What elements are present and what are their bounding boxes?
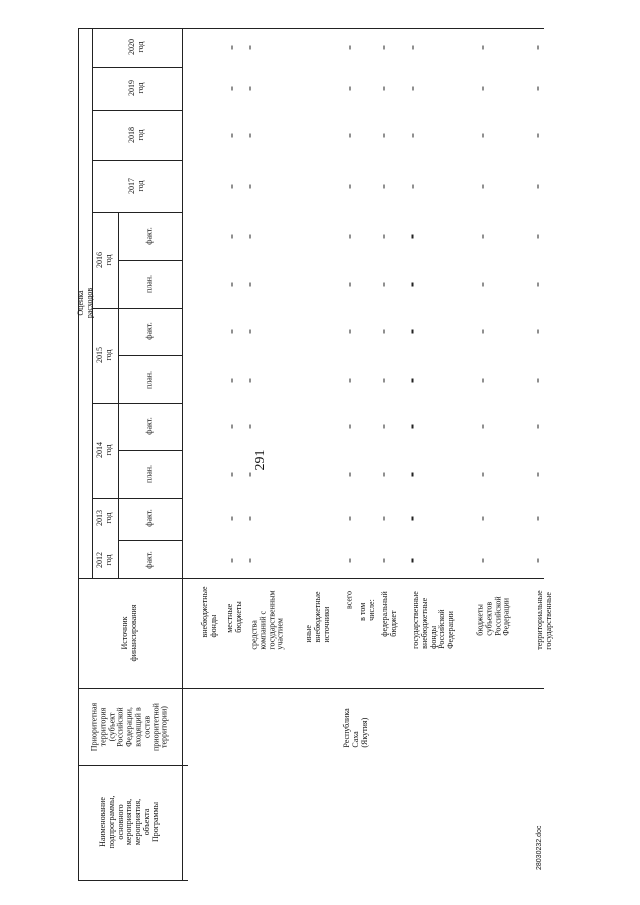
value-dash [232,517,233,521]
value-dash [483,473,484,477]
table-line [92,308,182,309]
table-line [78,688,544,689]
value-dash [250,185,251,189]
value-dash [232,379,233,383]
value-dash [384,517,385,521]
table-line [78,765,188,766]
value-dash [413,559,414,563]
value-dash [413,473,414,477]
table-line [78,28,544,29]
value-dash [538,134,539,138]
value-dash [413,283,414,287]
table-line [78,880,188,881]
value-dash [483,283,484,287]
value-dash [250,559,251,563]
value-dash [538,330,539,334]
value-dash [384,46,385,50]
value-dash [232,330,233,334]
value-dash [384,425,385,429]
value-dash [350,517,351,521]
value-dash [232,235,233,239]
value-dash [250,330,251,334]
value-dash [384,235,385,239]
value-dash [483,185,484,189]
value-dash [350,185,351,189]
table-line [92,160,182,161]
table-line [118,355,182,356]
value-dash [250,517,251,521]
value-dash [350,473,351,477]
value-dash [384,283,385,287]
value-dash [250,283,251,287]
value-dash [538,46,539,50]
value-dash [384,559,385,563]
value-dash [413,134,414,138]
value-dash [232,46,233,50]
table-line [92,498,182,499]
value-dash [413,330,414,334]
value-dash [250,87,251,91]
value-dash [232,134,233,138]
value-dash [232,425,233,429]
value-dash [350,425,351,429]
table-line [92,403,182,404]
table-line [92,67,182,68]
value-dash [413,517,414,521]
footer-doc-code: 28030232.doc [536,825,543,870]
value-dash [413,87,414,91]
value-dash [232,185,233,189]
page-number: 291 [253,449,268,471]
value-dash [538,425,539,429]
value-dash [538,559,539,563]
value-dash [483,559,484,563]
value-dash [250,425,251,429]
value-dash [384,87,385,91]
value-dash [350,283,351,287]
value-dash [384,473,385,477]
value-dash [384,185,385,189]
table-line [92,212,182,213]
value-dash [483,425,484,429]
value-dash [538,379,539,383]
table-line [92,110,182,111]
value-dash [483,517,484,521]
value-dash [538,473,539,477]
value-dash [413,185,414,189]
value-dash [250,134,251,138]
table-line [182,28,183,880]
value-dash [483,134,484,138]
table-line [118,540,182,541]
value-dash [538,283,539,287]
table-line [118,450,182,451]
value-dash [413,235,414,239]
value-dash [483,46,484,50]
value-dash [232,473,233,477]
value-dash [250,46,251,50]
value-dash [350,46,351,50]
table-line [78,28,79,880]
value-dash [350,134,351,138]
table-line [78,578,544,579]
value-dash [413,379,414,383]
value-dash [350,379,351,383]
value-dash [413,425,414,429]
value-dash [350,330,351,334]
value-dash [250,473,251,477]
value-dash [232,87,233,91]
value-dash [232,283,233,287]
value-dash [538,87,539,91]
value-dash [384,134,385,138]
value-dash [538,235,539,239]
value-dash [483,87,484,91]
value-dash [483,235,484,239]
value-dash [350,87,351,91]
value-dash [413,46,414,50]
value-dash [384,379,385,383]
value-dash [350,559,351,563]
value-dash [250,379,251,383]
value-dash [232,559,233,563]
value-dash [250,235,251,239]
table-line [118,212,119,578]
value-dash [483,330,484,334]
value-dash [384,330,385,334]
value-dash [483,379,484,383]
value-dash [538,517,539,521]
table-line [118,260,182,261]
value-dash [538,185,539,189]
value-dash [350,235,351,239]
